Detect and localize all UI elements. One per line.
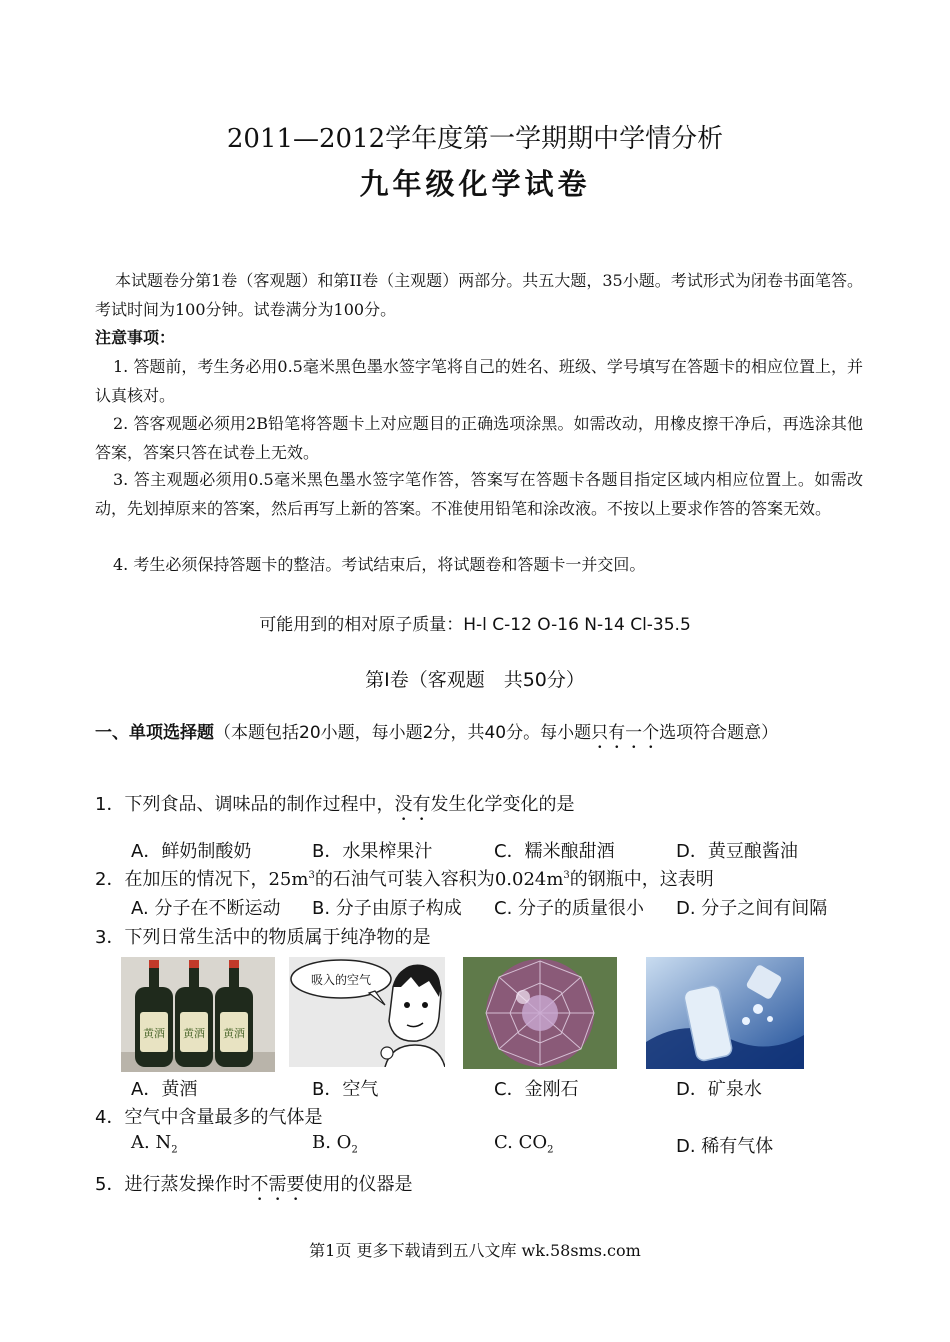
question-2-text-c: 的钢瓶中，这表明 [569, 869, 714, 890]
question-4-option-a-text: A. N [131, 1132, 172, 1153]
notice-item-2: 2. 答客观题必须用2B铅笔将答题卡上对应题目的正确选项涂黑。如需改动，用橡皮擦干净后，再选涂其他答案，答案只答在试卷上无效。 [95, 414, 863, 462]
bottle-label-1: 黄酒 [143, 1027, 165, 1040]
question-2-volume-2 [495, 869, 570, 890]
section-1-heading [95, 718, 863, 753]
question-2-option-b: B. 分子由原子构成 [312, 898, 462, 919]
question-2 [95, 865, 714, 891]
question-2-option-a: A. 分子在不断运动 [131, 898, 281, 919]
question-3-option-b: B．空气 [312, 1079, 379, 1100]
question-3-number: 3． [95, 927, 125, 948]
speech-bubble-text: 吸入的空气 [310, 973, 372, 987]
mineral-water-image [646, 957, 804, 1069]
question-3-option-a: A．黄酒 [131, 1079, 198, 1100]
wine-bottles-icon [121, 957, 275, 1072]
page-footer: 第1页 更多下载请到五八文库 wk.58sms.com [309, 1241, 641, 1260]
question-4-option-a-subscript: 2 [171, 1144, 178, 1156]
notice-item-3: 3. 答主观题必须用0.5毫米黑色墨水签字笔作答，答案写在答题卡各题目指定区域内相应位置上。如需改动，先划掉原来的答案，然后再写上新的答案。不准使用铅笔和涂改液。不按以上要求作答的答案无效。 [95, 470, 863, 518]
diamond-image [463, 957, 617, 1069]
question-2-volume-2-value: 0.024m [494, 869, 564, 890]
water-bottle-icon [646, 957, 804, 1069]
question-2-text-b: 的石油气可装入容积为 [314, 869, 495, 890]
exam-intro: 本试题卷分第1卷（客观题）和第II卷（主观题）两部分。共五大题，35小题。考试形式为闭卷书面笔答。考试时间为100分钟。试卷满分为100分。 [95, 271, 863, 319]
question-3-text: 下列日常生活中的物质属于纯净物的是 [124, 927, 431, 948]
question-2-volume-1 [268, 869, 314, 890]
question-4-option-b-text: B. O [312, 1132, 352, 1153]
question-4-option-c-text: C. CO [494, 1132, 548, 1153]
question-1-number: 1． [95, 794, 125, 815]
question-1-option-a: A．鲜奶制酸奶 [131, 841, 252, 862]
question-4-option-b [312, 1132, 358, 1156]
person-breathing-icon [289, 957, 445, 1067]
question-5-number: 5． [95, 1174, 125, 1195]
question-5-emphasis: 不需要 [250, 1174, 305, 1195]
question-3-option-c: C．金刚石 [494, 1079, 579, 1100]
notice-item-4: 4. 考生必须保持答题卡的整洁。考试结束后，将试题卷和答题卡一并交回。 [113, 555, 646, 574]
question-5-text-b: 使用的仪器是 [304, 1174, 413, 1195]
question-2-number: 2． [95, 869, 125, 890]
question-4-number: 4． [95, 1107, 125, 1128]
question-2-option-d: D. 分子之间有间隔 [676, 898, 828, 919]
volume-heading: 第Ⅰ卷（客观题 共50分） [365, 669, 585, 691]
question-1-option-d: D．黄豆酿酱油 [676, 841, 798, 862]
air-cartoon-image [289, 957, 445, 1067]
bottle-label-2: 黄酒 [183, 1027, 205, 1040]
diamond-icon [463, 957, 617, 1069]
question-2-option-c: C. 分子的质量很小 [494, 898, 645, 919]
bottle-label-3: 黄酒 [223, 1027, 245, 1040]
section-1-desc-a: （本题包括20小题，每小题2分，共40分。每小题 [214, 723, 592, 743]
notice-heading: 注意事项： [95, 328, 176, 347]
question-1-option-b: B．水果榨果汁 [312, 841, 433, 862]
atomic-masses: 可能用到的相对原子质量：H-l C-12 O-16 N-14 Cl-35.5 [259, 615, 691, 635]
question-2-text-a: 在加压的情况下， [124, 869, 269, 890]
section-1-emphasis: 只有一个 [591, 723, 660, 743]
question-1-emphasis: 没有 [394, 794, 431, 815]
question-1 [95, 790, 574, 825]
question-2-volume-1-value: 25m [268, 869, 309, 890]
question-4 [95, 1103, 322, 1129]
question-5-text-a: 进行蒸发操作时 [124, 1174, 251, 1195]
exam-title-line1: 2011—2012学年度第一学期期中学情分析 [226, 124, 724, 154]
yellow-wine-image [121, 957, 275, 1072]
question-4-option-c [494, 1132, 553, 1156]
question-4-text: 空气中含量最多的气体是 [124, 1107, 323, 1128]
question-1-text-b: 发生化学变化的是 [430, 794, 575, 815]
question-4-option-b-subscript: 2 [351, 1144, 358, 1156]
question-3-option-d: D．矿泉水 [676, 1079, 762, 1100]
question-4-option-d-text: D. 稀有气体 [676, 1136, 774, 1157]
question-1-option-c: C．糯米酿甜酒 [494, 841, 615, 862]
question-4-option-d [676, 1132, 773, 1160]
question-4-option-a [131, 1132, 178, 1156]
exam-title-line2: 九年级化学试卷 [359, 167, 591, 201]
question-4-option-c-subscript: 2 [547, 1144, 554, 1156]
question-3 [95, 923, 430, 949]
section-1-label: 一、单项选择题 [95, 723, 214, 743]
question-1-text-a: 下列食品、调味品的制作过程中， [124, 794, 395, 815]
notice-item-1: 1. 答题前，考生务必用0.5毫米黑色墨水签字笔将自己的姓名、班级、学号填写在答题卡的相应位置上，并认真核对。 [95, 357, 863, 405]
question-2-volume-2-exponent: 3 [563, 870, 570, 881]
question-5 [95, 1170, 412, 1205]
question-2-volume-1-exponent: 3 [308, 870, 315, 881]
section-1-desc-b: 选项符合题意） [659, 723, 779, 743]
